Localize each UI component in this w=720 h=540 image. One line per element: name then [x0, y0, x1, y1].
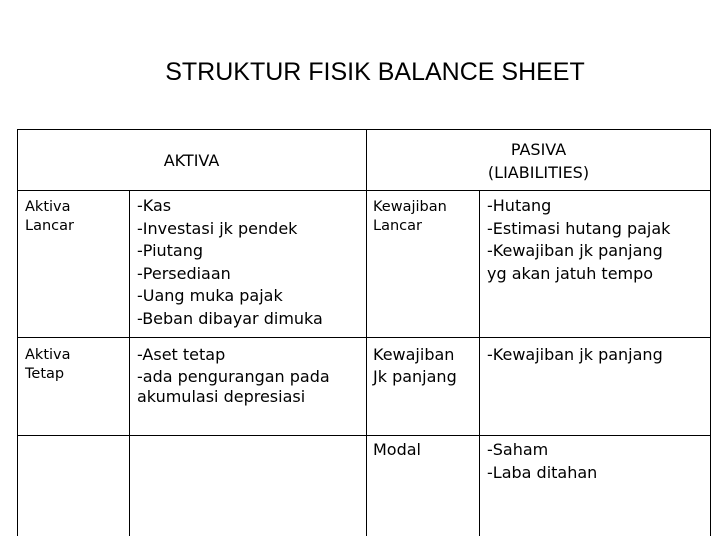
- list-item: -Uang muka pajak: [137, 286, 283, 305]
- list-item: -Persediaan: [137, 263, 231, 283]
- pasiva-header-line2: (LIABILITIES): [487, 162, 590, 182]
- list-item: -Hutang: [487, 196, 552, 215]
- list-item: -Beban dibayar dimuka: [137, 308, 323, 328]
- row1-divider: [17, 337, 711, 338]
- modal-items: [487, 439, 597, 484]
- pasiva-header: [367, 139, 710, 184]
- list-item: -Piutang: [137, 241, 204, 260]
- table-right-border: [710, 129, 711, 536]
- page-title: STRUKTUR FISIK BALANCE SHEET: [165, 58, 585, 86]
- list-item: yg akan jatuh tempo: [487, 263, 654, 283]
- aktiva-header: AKTIVA: [163, 151, 220, 170]
- row2-divider: [17, 435, 711, 436]
- aktiva-lancar-items: [137, 195, 323, 330]
- kewajiban-lancar-items: [487, 195, 670, 285]
- list-item: -Laba ditahan: [487, 462, 598, 482]
- kewajiban-jk-panjang-label: Kewajiban Jk panjang: [373, 345, 457, 386]
- balance-sheet-table: [17, 129, 711, 536]
- list-item: -Kewajiban jk panjang: [487, 345, 663, 364]
- list-item: -Saham: [487, 440, 549, 459]
- list-item: -Investasi jk pendek: [137, 218, 298, 238]
- aktiva-lancar-label: Aktiva Lancar: [25, 199, 74, 234]
- list-item: -Estimasi hutang pajak: [487, 218, 671, 238]
- aktiva-label-divider: [129, 190, 130, 536]
- aktiva-tetap-items: [137, 344, 330, 406]
- pasiva-header-line1: PASIVA: [510, 140, 567, 159]
- list-item: -ada pengurangan pada: [137, 367, 330, 386]
- list-item: -Kas: [137, 196, 172, 215]
- header-divider: [17, 190, 711, 191]
- list-item: -Kewajiban jk panjang: [487, 241, 663, 260]
- table-left-border: [17, 129, 18, 536]
- table-top-border: [17, 129, 711, 130]
- modal-label: Modal: [373, 440, 421, 459]
- list-item: akumulasi depresiasi: [137, 387, 306, 406]
- aktiva-tetap-label: Aktiva Tetap: [25, 347, 71, 382]
- kewajiban-jk-panjang-items: [487, 344, 663, 367]
- kewajiban-lancar-label: Kewajiban Lancar: [373, 199, 447, 234]
- list-item: -Aset tetap: [137, 345, 226, 364]
- pasiva-label-divider: [479, 190, 480, 536]
- center-divider: [366, 129, 367, 536]
